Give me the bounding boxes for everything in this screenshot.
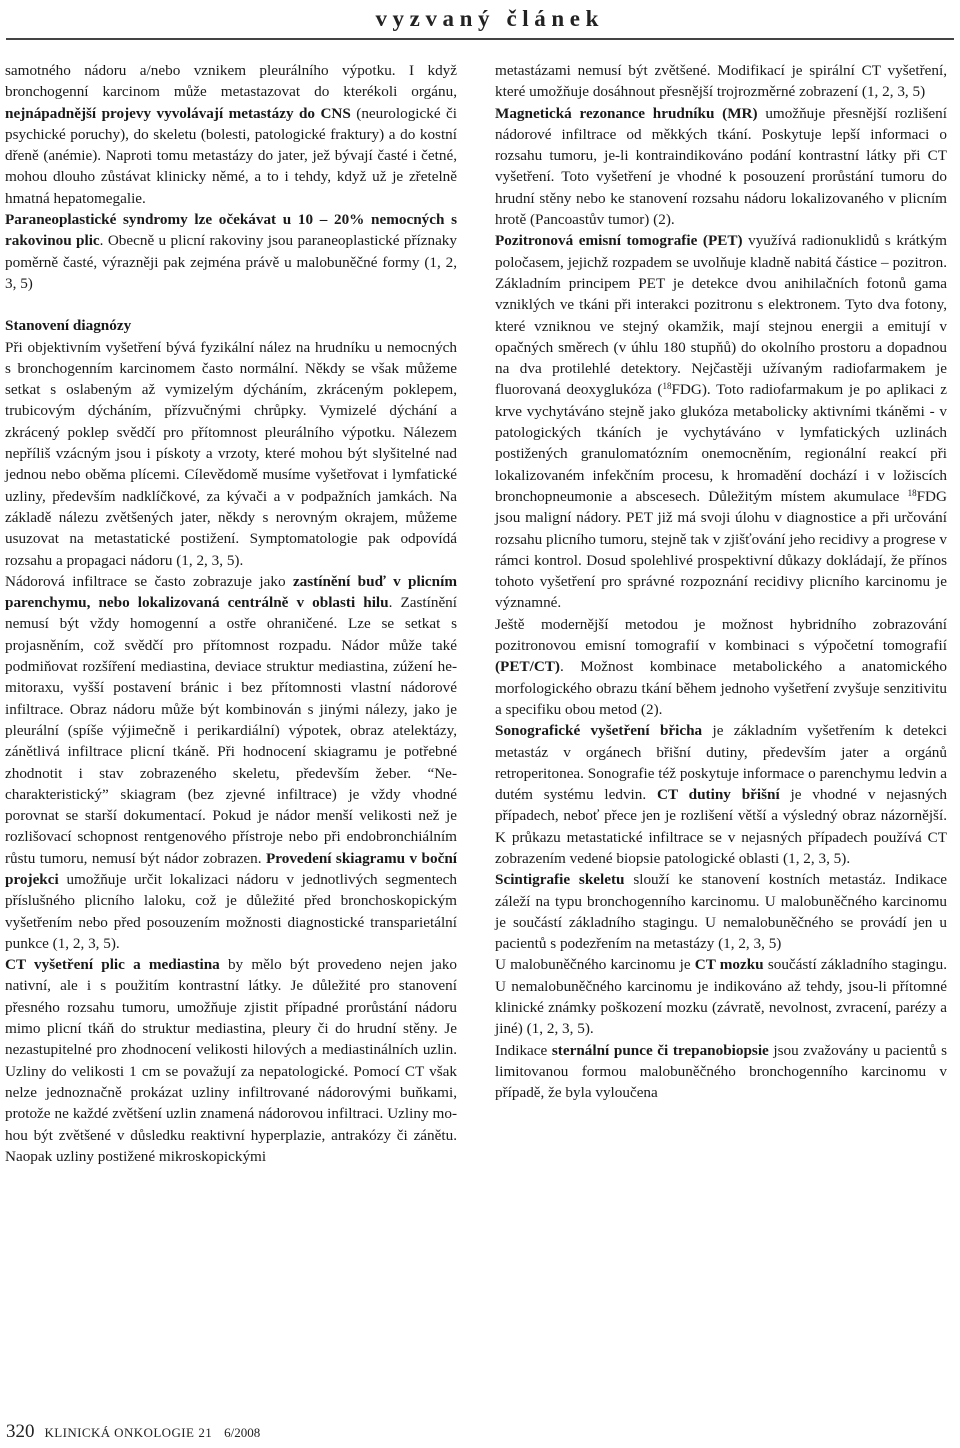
- paragraph: [495, 954, 947, 1039]
- bold-phrase: Paraneoplastické syndromy lze očekávat u 10 – 20% nemocných s rakovinou plic: [5, 211, 457, 250]
- text-run: je základním vyšetřením k detekci metastáz v orgánech břišní dutiny, především jater a orgánů retroperitonea. Sonografie též poskytuje informace o parenchymu ledvin a dutém systému ledvin.: [495, 722, 947, 804]
- paragraph: [495, 720, 947, 869]
- bold-phrase: CT mozku: [694, 956, 764, 974]
- bold-phrase: Sonografické vyšetření břicha: [495, 722, 703, 740]
- paragraph: [5, 337, 457, 571]
- text-run: umožňuje přesnější rozlišení nádorové infiltrace od měkkých tkání. Poskytuje lepší informaci o rozsahu tumoru, je-li kontraindikováno podání kontrastní látky při CT vyšetření. Toto vyšetření je vhodné k posouzení prorůstání tumoru do hrudní stěny nebo ke stanovení rozsahu nádoru lokalizovaného v plicním hrotě (Pancoastův tumor) (2).: [495, 104, 947, 229]
- text-run: FDG). Toto radiofarmakum je po aplikaci z krve vychytáváno stejně jako glukóza metabolicky aktivními tkáněmi - v patologických tkáních je vychytáváno v lymfatických uzlinách postižených granulomatózním onemocněním, regionální reakcí při lokalizovaném infekčním procesu, k hromadění dochází i v ložiscích bronchopneumonie a abscesech. Důležitým místem akumulace: [495, 381, 947, 505]
- section-heading: Stanovení diagnózy: [5, 317, 132, 335]
- text-run: (neurologické či psychické poruchy), do skeletu (bolesti, patologické fraktury) a do kostní dřeně (anémie). Naproti tomu metastázy do jater, jež bývají časté i četné, mohou dlouho zůstávat klinicky němé, a to i tehdy, když už je zřetelně hmatná hepatomegalie.: [5, 104, 457, 207]
- text-run: samotného nádoru a/nebo vznikem pleurálního výpotku. I když bronchogenní karcinom může metastazovat do kterékoli orgánu,: [5, 62, 457, 101]
- text-run: by mělo být provedeno nejen jako nativní, ale i s použitím kontrastní látky. Je důležité pro stanovení přesného rozsahu tumoru, umožňuje zjistit případné prorůstání nádoru mimo plicní tkáň do struktur mediastina, pleury či do hrudní stěny. Je nezastupitelné pro zhodnocení velikosti hilových a mediastinálních uzlin. Uzliny do velikosti 1 cm se považují za nepatologické. Pomocí CT však nelze jednoznačně prokázat uzliny infiltrované nádorovými buňkami, protože ne každé zvětšení uzlin znamená nádorovou infiltraci. Uzliny mohou být zvětšené v důsledku reaktivní hyperplazie, antrakózy či zánětu. Naopak uzliny postižené mikroskopickými: [5, 956, 458, 1165]
- text-run: Nádorová infiltrace se často zobrazuje jako: [5, 572, 293, 590]
- paragraph: [495, 230, 947, 613]
- text-run: FDG jsou maligní nádory. PET již má svoji úlohu v diagnostice a při určování rozsahu plicního tumoru, stejně tak v zjišťování jeho recidivy a progrese v rámci kontrol. Dosud spolehlivé prospektivní důkazy dokládají, že přínos tohoto vyšetření pro správné rozpoznání recidivy plicního karcinomu je významné.: [495, 487, 947, 612]
- paragraph: [5, 954, 457, 1167]
- right-column: [495, 60, 947, 1104]
- bold-phrase: Magnetická rezonance hrudníku (MR): [495, 104, 758, 122]
- paragraph: [495, 1040, 947, 1104]
- paragraph: [495, 60, 947, 103]
- superscript: 18: [662, 381, 672, 392]
- bold-phrase: nejnápadnější projevy vyvolávají metastázy do CNS: [5, 104, 351, 122]
- section-label: vyzvaný článek: [375, 6, 604, 31]
- text-run: Ještě modernější metodou je možnost hybridního zobrazování pozitronovou emisní tomografií v kombinaci s výpočetní tomografií: [495, 615, 947, 655]
- paragraph: [5, 209, 457, 294]
- text-run: jsou zvažovány u pacientů s limitovanou formou malobuněčného bronchogenního karcinomu v případě, že byla vyloučena: [495, 1041, 947, 1102]
- text-run: Indikace: [495, 1041, 552, 1059]
- paragraph: [495, 869, 947, 954]
- text-run: využívá radionuklidů s krátkým poločasem, jejichž rozpadem se uvolňuje kladně nabitá částice – pozitron. Základním principem PET je detekce dvou anihilačních fotonů gama vzniklých ve tkáni při interakci pozitronu s elektronem. Tyto dva fotony, které vzniknou ve stejný okamžik, mají stejnou energii a emitují v opačných směrech (v úhlu 180 stupňů) do okolního prostoru a dopadnou na dva protilehlé detektory. Nejčastěji užívaným radiofarmakem je fluorovaná deoxyglukóza (: [495, 232, 947, 399]
- paragraph: [495, 103, 947, 231]
- bold-phrase: sternální punce či trepanobiopsie: [551, 1041, 769, 1059]
- bold-phrase: Provedení skiagramu v boční projekci: [5, 849, 457, 888]
- bold-phrase: zastínění buď v plicním parenchymu, nebo lokalizovaná centrálně v oblasti hilu: [5, 572, 457, 612]
- bold-phrase: CT dutiny břišní: [657, 786, 780, 804]
- text-run: metastázami nemusí být zvětšené. Modifikací je spirální CT vyšetření, které umožňuje dosáhnout přesnější trojrozměrné zobrazení (1, 2, 3, 5): [495, 62, 947, 101]
- bold-phrase: Scintigrafie skeletu: [495, 871, 625, 889]
- journal-issue: 6/2008: [224, 1425, 261, 1440]
- paragraph: [5, 60, 457, 209]
- journal-volume: 21: [198, 1425, 213, 1440]
- text-run: slouží ke stanovení kostních metastáz. Indikace záleží na typu bronchogenního karcinomu. U malobuněčného karcinomu je součástí základního stagingu. U nemalobuněčného se provádí jen u pacientů s podezřením na metastázy (1, 2, 3, 5): [495, 871, 947, 953]
- header-rule: [6, 38, 954, 40]
- paragraph: [5, 571, 457, 954]
- text-run: . Obecně u plicní rakoviny jsou paraneoplastické příznaky poměrně časté, výrazněji pak zejména právě u malobuněčné formy (1, 2, 3, 5): [5, 232, 457, 292]
- text-run: U malobuněčného karcinomu je: [495, 956, 695, 974]
- journal-name: KLINICKÁ ONKOLOGIE: [44, 1425, 195, 1440]
- text-run: . Zastínění nemusí být vždy homogenní a ostře ohraničené. Lze se setkat s projasněním, což svědčí pro přítomnost rozpadu. Nádor může také podmiňovat rozšíření mediastina, deviace struktur mediastina, zúžení hemitoraxu, vyšší postavení bránic i bez přítomnosti vlastní nádorové infiltrace. Obraz nádoru může být kombinován s jinými nálezy, jako je pleurální (spíše výjimečně i perikardiální) výpotek, obraz atelektázy, zánětlivá infiltrace plicní tkáně. Při hodnocení skiagramu je potřebné zhodnotit i stav zobrazeného skeletu, především žeber. “Necharakteristický” skiagram (bez zjevné infiltrace) je vždy vhodné porovnat se starší dokumentací. Pokud je nádor menší velikosti než je rozlišovací schopnost rentgenového přístroje nebo při endobronchiálním růstu tumoru, nemusí být nádor zobrazen.: [5, 594, 457, 867]
- bold-phrase: CT vyšetření plic a mediastina: [5, 956, 220, 974]
- page-footer: [6, 1421, 260, 1443]
- page-number: 320: [6, 1421, 35, 1442]
- paragraph: [495, 614, 947, 720]
- text-run: umožňuje určit lokalizaci nádoru v jednotlivých segmentech příslušného plicního laloku, což je důležité před bronchoskopickým vyšetřením nebo před posouzením možnosti diagnostické transparietální punkce (1, 2, 3, 5).: [5, 870, 457, 952]
- left-column: [5, 60, 457, 1167]
- text-run: je vhodné v nejasných případech, neboť přece jen je rozlišení větší a výsledný obraz názornější. K průkazu metastatické infiltrace se v nejasných případech používá CT zobrazením vedené biopsie patologické oblasti (1, 2, 3, 5).: [495, 786, 947, 867]
- bold-phrase: (PET/CT): [495, 658, 560, 676]
- text-run: součástí základního stagingu. U nemalobuněčného karcinomu je indikováno až tehdy, jsou-li přítomné klinické známky poškození mozku (závratě, nevolnost, zvracení, parézy a jiné) (1, 2, 3, 5).: [495, 956, 948, 1038]
- bold-phrase: Pozitronová emisní tomografie (PET): [495, 232, 743, 250]
- text-run: Při objektivním vyšetření bývá fyzikální nález na hrudníku u nemocných s bronchogenním karcinomem často normální. Někdy se však můžeme setkat s oslabeným až vymizelým dýcháním, zkráceným poklepem, trubicovým dýcháním, přízvučnými chrůpky. Vymizelé dýchání a zkrácený poklep svědčí pro přítomnost pleurálního výpotku. Nálezem nepříliš vzácným jsou i pískoty a vrzoty, které mohou být slyšitelné nad jednou nebo oběma plícemi. Cílevědomě musíme vyšetřovat i lymfatické uzliny, především nadklíčkové, za kývači a v podpažních jamkách. Na základě nálezu zvětšených jater, někdy s nerovným okrajem, můžeme usuzovat na metastatické postižení. Symptomatologie pak odpovídá rozsahu a propagaci nádoru (1, 2, 3, 5).: [5, 338, 457, 569]
- superscript: 18: [907, 487, 917, 498]
- text-run: . Možnost kombinace metabolického a anatomického morfologického obrazu tkání během jednoho vyšetření zvyšuje senzitivitu a specifiku obou metod (2).: [495, 658, 947, 718]
